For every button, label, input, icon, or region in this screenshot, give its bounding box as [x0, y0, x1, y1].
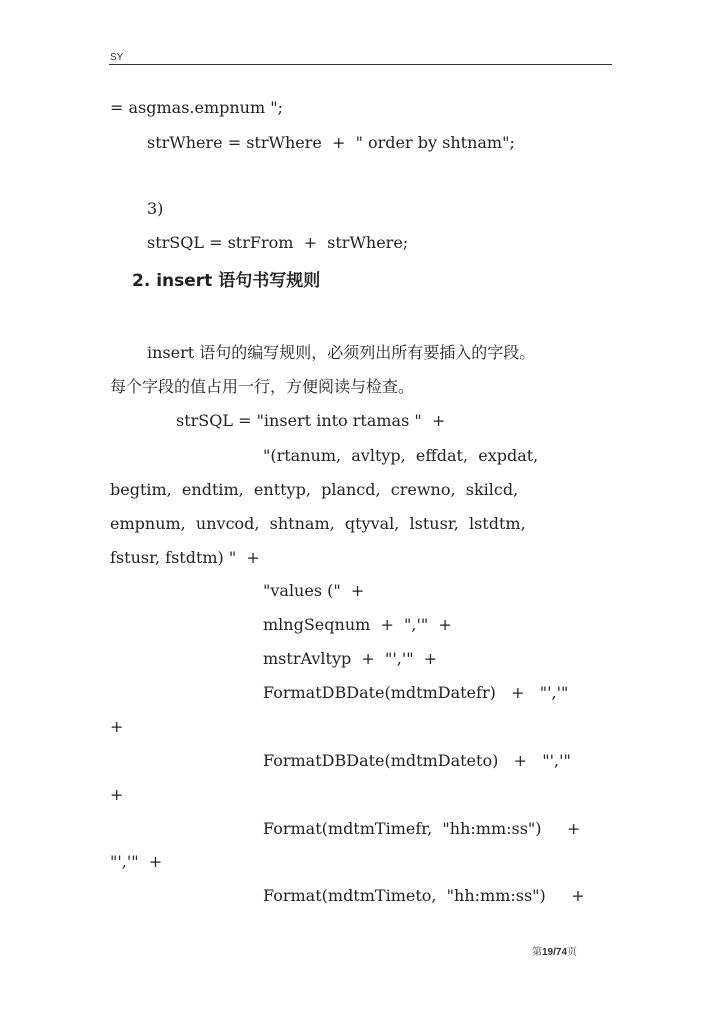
code-line: +	[110, 785, 124, 804]
paragraph-line: 每个字段的值占用一行，方便阅读与检查。	[110, 377, 415, 396]
code-line: fstusr, fstdtm) " +	[110, 548, 260, 567]
code-line: mstrAvltyp + "','" +	[263, 649, 438, 668]
code-line: begtim, endtim, enttyp, plancd, crewno, skilcd,	[110, 480, 519, 499]
header-rule	[109, 64, 612, 65]
code-line: strSQL = "insert into rtamas " +	[176, 411, 446, 430]
code-line: strSQL = strFrom + strWhere;	[147, 233, 409, 252]
code-line: Format(mdtmTimeto, "hh:mm:ss") +	[263, 886, 585, 905]
footer-suffix: 页	[567, 947, 578, 958]
code-line: 3)	[147, 199, 164, 218]
section-heading: 2. insert 语句书写规则	[132, 271, 321, 291]
footer-prefix: 第	[532, 947, 542, 958]
code-line: = asgmas.empnum ";	[110, 98, 283, 117]
code-line: "(rtanum, avltyp, effdat, expdat,	[263, 446, 539, 465]
header-mark: SY	[110, 52, 124, 63]
code-line: "values (" +	[263, 581, 365, 600]
code-line: "','" +	[110, 852, 163, 871]
paragraph-line: insert 语句的编写规则，必须列出所有要插入的字段。	[147, 343, 536, 362]
code-line: Format(mdtmTimefr, "hh:mm:ss") +	[263, 819, 581, 838]
code-line: empnum, unvcod, shtnam, qtyval, lstusr, lstdtm,	[110, 514, 526, 533]
code-line: FormatDBDate(mdtmDateto) + "','"	[263, 751, 571, 770]
code-line: mlngSeqnum + ",'" +	[263, 615, 452, 634]
page-number: 19/74	[542, 947, 568, 958]
page-footer	[532, 943, 577, 958]
code-line: strWhere = strWhere + " order by shtnam";	[147, 133, 515, 152]
code-line: +	[110, 717, 124, 736]
code-line: FormatDBDate(mdtmDatefr) + "','"	[263, 683, 569, 702]
